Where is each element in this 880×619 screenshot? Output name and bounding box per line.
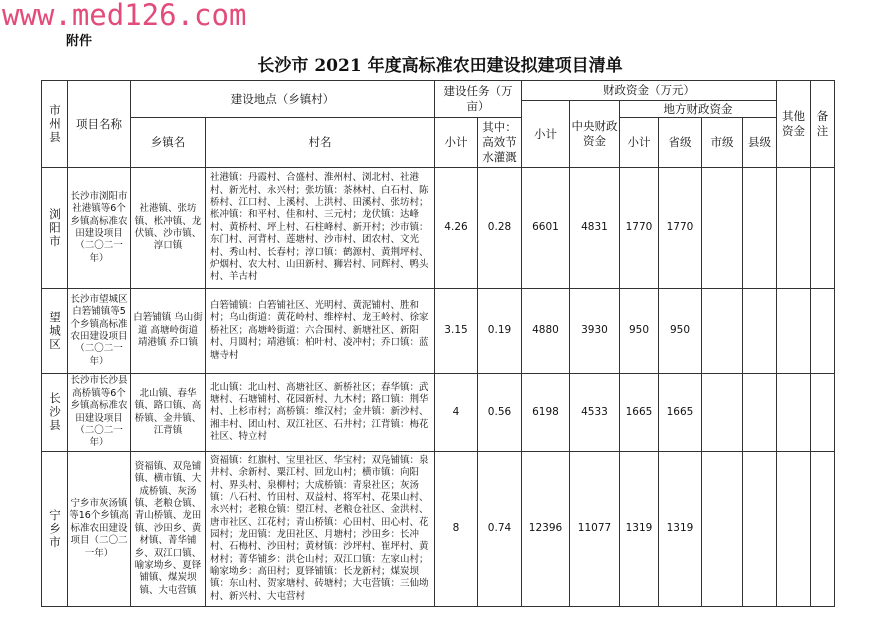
cell-central: 11077 <box>570 452 620 607</box>
table-row <box>42 289 835 374</box>
cell-county-level <box>743 168 777 289</box>
header-task-irrigation: 其中：高效节水灌溉 <box>478 118 522 168</box>
cell-task-irrigation: 0.28 <box>478 168 522 289</box>
cell-villages: 资福镇：红旗村、宝里社区、华宝村；双凫铺镇：泉井村、余新村、粟江村、回龙山村；横市镇：向阳村、界头村、泉柳村；大成桥镇：青泉社区；灰汤镇：八石村、竹田村、双益村、将军村、花果山村、永兴村；老粮仓镇：望江村、老粮仓社区、金洪村、唐市社区、江花村；青山桥镇：心田村、田心村、花园村；龙田镇：龙田社区、月塘村；沙田乡：长冲村、石梅村、沙田村；黄材镇：沙坪村、崔坪村、黄材村；菁华铺乡：洪仑山村；双江口镇：左家山村；喻家坳乡：高田村；夏铎铺镇：长龙新村；煤炭坝镇：东山村、贺家塘村、砖塘村；大屯营镇：三仙坳村、新兴村、大屯营村 <box>206 452 435 607</box>
cell-other <box>777 168 811 289</box>
cell-other <box>777 374 811 452</box>
cell-remark <box>811 374 835 452</box>
cell-central: 4831 <box>570 168 620 289</box>
cell-towns: 资福镇、双凫铺镇、横市镇、大成桥镇、灰汤镇、老粮仓镇、青山桥镇、龙田镇、沙田乡、黄材镇、菁华铺乡、双江口镇、喻家坳乡、夏铎铺镇、煤炭坝镇、大屯营镇 <box>131 452 206 607</box>
header-village: 村名 <box>206 118 435 168</box>
cell-county: 望城区 <box>42 289 68 374</box>
cell-project: 长沙市长沙县高桥镇等6个乡镇高标准农田建设项目（二〇二一年） <box>68 374 131 452</box>
cell-county-level <box>743 374 777 452</box>
table-row <box>42 374 835 452</box>
header-county-level: 县级 <box>743 118 777 168</box>
cell-county: 宁乡市 <box>42 452 68 607</box>
cell-county: 长沙县 <box>42 374 68 452</box>
header-funds-subtotal: 小计 <box>522 101 570 168</box>
header-central: 中央财政资金 <box>570 101 620 168</box>
header-town: 乡镇名 <box>131 118 206 168</box>
table-row <box>42 452 835 607</box>
cell-funds-subtotal: 4880 <box>522 289 570 374</box>
cell-remark <box>811 168 835 289</box>
cell-local-subtotal: 950 <box>620 289 659 374</box>
header-province: 省级 <box>659 118 702 168</box>
cell-funds-subtotal: 6601 <box>522 168 570 289</box>
table-row <box>42 168 835 289</box>
cell-task-subtotal: 4 <box>435 374 478 452</box>
cell-city <box>702 289 743 374</box>
cell-towns: 白箬铺镇 乌山街道 高塘岭街道 靖港镇 乔口镇 <box>131 289 206 374</box>
header-remark: 备注 <box>811 81 835 168</box>
cell-funds-subtotal: 6198 <box>522 374 570 452</box>
cell-villages: 白箬铺镇：白箬铺社区、光明村、黄泥铺村、胜和村；乌山街道：黄花岭村、维梓村、龙王岭村、徐家桥社区；高塘岭街道：六合围村、新塘社区、新阳村、月圆村；靖港镇：柏叶村、凌冲村；乔口镇：蓝塘寺村 <box>206 289 435 374</box>
header-county: 市州县 <box>42 81 68 168</box>
cell-villages: 北山镇：北山村、高塘社区、新桥社区；春华镇：武塘村、石塘铺村、花园新村、九木村；路口镇：荆华村、上杉市村；高桥镇：维汉村；金井镇：新沙村、湘丰村、团山村、双江社区、石井村；江背镇：梅花社区、特立村 <box>206 374 435 452</box>
header-funds: 财政资金（万元） <box>522 81 777 101</box>
cell-county-level <box>743 289 777 374</box>
cell-project: 长沙市浏阳市社港镇等6个乡镇高标准农田建设项目（二〇二一年） <box>68 168 131 289</box>
header-local: 地方财政资金 <box>620 101 777 118</box>
cell-city <box>702 374 743 452</box>
project-table <box>41 80 835 607</box>
cell-project: 宁乡市灰汤镇等16个乡镇高标准农田建设项目（二〇二一年） <box>68 452 131 607</box>
cell-task-irrigation: 0.56 <box>478 374 522 452</box>
cell-province: 1319 <box>659 452 702 607</box>
cell-province: 950 <box>659 289 702 374</box>
cell-villages: 社港镇：丹霞村、合盛村、淮州村、浏北村、社港村、新光村、永兴村；张坊镇：茶林村、白石村、陈桥村、江口村、上溪村、上洪村、田溪村、张坊村；枨冲镇：和平村、佳和村、三元村；龙伏镇：达峰村、黄桥村、坪上村、石柱峰村、新开村；沙市镇：东门村、河背村、莲塘村、沙市村、团农村、文光村、秀山村、长春村；淳口镇：鹤源村、黄荆坪村、炉烟村、农大村、山田新村、狮岩村、同辉村、鸭头村、羊古村 <box>206 168 435 289</box>
cell-task-irrigation: 0.19 <box>478 289 522 374</box>
cell-city <box>702 168 743 289</box>
cell-other <box>777 289 811 374</box>
page-title: 长沙市 2021 年度高标准农田建设拟建项目清单 <box>257 56 623 76</box>
cell-central: 3930 <box>570 289 620 374</box>
header-other: 其他资金 <box>777 81 811 168</box>
header-local-subtotal: 小计 <box>620 118 659 168</box>
cell-county: 浏阳市 <box>42 168 68 289</box>
cell-task-subtotal: 8 <box>435 452 478 607</box>
cell-central: 4533 <box>570 374 620 452</box>
cell-project: 长沙市望城区白箬铺镇等5个乡镇高标准农田建设项目（二〇二一年） <box>68 289 131 374</box>
cell-funds-subtotal: 12396 <box>522 452 570 607</box>
watermark: www.med126.com <box>2 0 247 32</box>
cell-other <box>777 452 811 607</box>
cell-task-irrigation: 0.74 <box>478 452 522 607</box>
header-project: 项目名称 <box>68 81 131 168</box>
cell-local-subtotal: 1770 <box>620 168 659 289</box>
cell-towns: 社港镇、张坊镇、枨冲镇、龙伏镇、沙市镇、淳口镇 <box>131 168 206 289</box>
cell-towns: 北山镇、春华镇、路口镇、高桥镇、金井镇、江背镇 <box>131 374 206 452</box>
cell-province: 1770 <box>659 168 702 289</box>
header-task-subtotal: 小计 <box>435 118 478 168</box>
header-location: 建设地点（乡镇村） <box>131 81 435 118</box>
attachment-label: 附件 <box>66 34 93 49</box>
cell-local-subtotal: 1665 <box>620 374 659 452</box>
cell-county-level <box>743 452 777 607</box>
cell-task-subtotal: 4.26 <box>435 168 478 289</box>
cell-task-subtotal: 3.15 <box>435 289 478 374</box>
cell-remark <box>811 289 835 374</box>
cell-local-subtotal: 1319 <box>620 452 659 607</box>
cell-remark <box>811 452 835 607</box>
cell-province: 1665 <box>659 374 702 452</box>
header-task: 建设任务（万亩） <box>435 81 522 118</box>
header-city: 市级 <box>702 118 743 168</box>
cell-city <box>702 452 743 607</box>
